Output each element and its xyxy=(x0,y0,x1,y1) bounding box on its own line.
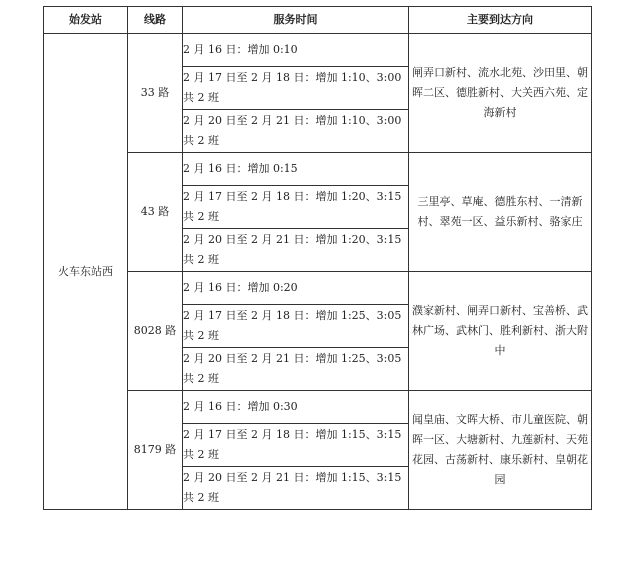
time-cell: 2 月 16 日：增加 0:20 xyxy=(183,272,409,305)
route-cell: 8179 路 xyxy=(128,391,183,510)
route-cell: 33 路 xyxy=(128,34,183,153)
table-row xyxy=(44,34,592,67)
header-row xyxy=(44,7,592,34)
route-cell: 8028 路 xyxy=(128,272,183,391)
time-cell: 2 月 20 日至 2 月 21 日：增加 1:20、3:15 共 2 班 xyxy=(183,229,409,272)
time-cell: 2 月 20 日至 2 月 21 日：增加 1:10、3:00 共 2 班 xyxy=(183,110,409,153)
header-destination: 主要到达方向 xyxy=(409,7,592,34)
destination-cell: 闻皇庙、文晖大桥、市儿童医院、朝晖一区、大塘新村、九莲新村、天苑花园、古荡新村、康乐新村、皇朝花园 xyxy=(409,391,592,510)
route-cell: 43 路 xyxy=(128,153,183,272)
destination-cell: 闸弄口新村、流水北苑、沙田里、朝晖二区、德胜新村、大关西六苑、定海新村 xyxy=(409,34,592,153)
time-cell: 2 月 16 日：增加 0:15 xyxy=(183,153,409,186)
header-route: 线路 xyxy=(128,7,183,34)
station-cell: 火车东站西 xyxy=(44,34,128,510)
time-cell: 2 月 20 日至 2 月 21 日：增加 1:25、3:05 共 2 班 xyxy=(183,348,409,391)
header-station: 始发站 xyxy=(44,7,128,34)
header-service-time: 服务时间 xyxy=(183,7,409,34)
time-cell: 2 月 16 日：增加 0:30 xyxy=(183,391,409,424)
time-cell: 2 月 17 日至 2 月 18 日：增加 1:10、3:00 共 2 班 xyxy=(183,67,409,110)
destination-cell: 三里亭、草庵、德胜东村、一清新村、翠苑一区、益乐新村、骆家庄 xyxy=(409,153,592,272)
time-cell: 2 月 17 日至 2 月 18 日：增加 1:15、3:15 共 2 班 xyxy=(183,424,409,467)
time-cell: 2 月 17 日至 2 月 18 日：增加 1:20、3:15 共 2 班 xyxy=(183,186,409,229)
time-cell: 2 月 17 日至 2 月 18 日：增加 1:25、3:05 共 2 班 xyxy=(183,305,409,348)
bus-schedule-table xyxy=(43,6,592,510)
destination-cell: 濮家新村、闸弄口新村、宝善桥、武林广场、武林门、胜利新村、浙大附中 xyxy=(409,272,592,391)
time-cell: 2 月 16 日：增加 0:10 xyxy=(183,34,409,67)
time-cell: 2 月 20 日至 2 月 21 日：增加 1:15、3:15 共 2 班 xyxy=(183,467,409,510)
